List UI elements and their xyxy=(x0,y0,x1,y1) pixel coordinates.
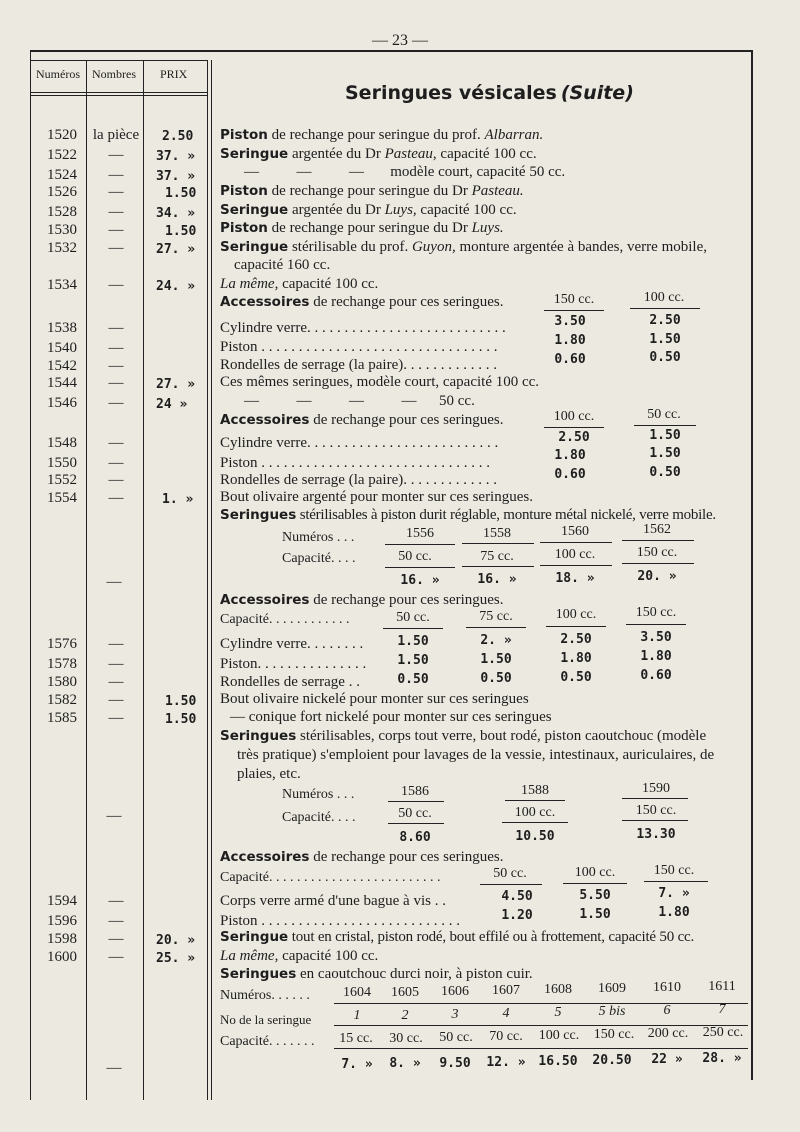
header-rule-1 xyxy=(30,60,207,61)
item-number: 1594 xyxy=(47,893,77,909)
quantity-unit: — xyxy=(108,395,124,411)
item-number: 1546 xyxy=(47,395,77,411)
item-number: 1554 xyxy=(47,490,77,506)
model-price: 22 » xyxy=(651,1052,683,1067)
numeros-label: Numéros . . . xyxy=(282,530,355,545)
column-heading: 100 cc. xyxy=(553,409,595,424)
model-number: 1608 xyxy=(544,982,572,997)
capacite-label: Capacité. . . . xyxy=(282,551,356,566)
accessory-price: 1.50 xyxy=(397,634,429,649)
item-price: 20. » xyxy=(156,933,196,948)
seringue-number: 2 xyxy=(401,1008,409,1023)
accessory-price: 0.50 xyxy=(649,465,681,480)
desc-line: Piston de rechange pour seringue du Dr Pasteau. xyxy=(220,183,524,199)
accessory-label: Piston . . . . . . . . . . . . . . . . . . . . . . . . . . . . . . . . xyxy=(220,339,498,355)
model-price: 16. » xyxy=(400,573,440,588)
item-price: 24. » xyxy=(156,279,196,294)
quantity-unit: — xyxy=(108,455,124,471)
accessory-price: 0.50 xyxy=(480,671,512,686)
header-rule-3 xyxy=(30,95,207,96)
capacity-value: 150 cc. xyxy=(593,1027,635,1042)
model-number: 1604 xyxy=(343,985,371,1000)
desc-line: Piston de rechange pour seringue du prof. Albarran. xyxy=(220,127,544,143)
item-price: 1.50 xyxy=(165,694,197,709)
item-number: 1576 xyxy=(47,636,77,652)
model-number: 1586 xyxy=(401,784,429,799)
accessory-price: 5.50 xyxy=(579,888,611,903)
accessory-label: Piston . . . . . . . . . . . . . . . . . . . . . . . . . . . xyxy=(220,913,461,929)
item-number: 1552 xyxy=(47,472,77,488)
column-rule xyxy=(630,308,700,309)
accessory-price: 0.60 xyxy=(640,668,672,683)
item-number: 1550 xyxy=(47,455,77,471)
item-price: 1.50 xyxy=(165,712,197,727)
frame-right-rule xyxy=(751,50,753,1080)
item-number: 1522 xyxy=(47,147,77,163)
accessories-heading: Accessoires de rechange pour ces seringues. xyxy=(220,849,504,865)
column-heading: 100 cc. xyxy=(643,290,685,305)
header-rule-2 xyxy=(30,92,207,93)
item-price: 37. » xyxy=(156,169,196,184)
capacity-value: 75 cc. xyxy=(479,609,513,624)
accessory-label: Rondelles de serrage . . xyxy=(220,674,360,690)
model-number: 1590 xyxy=(642,781,670,796)
model-price: 9.50 xyxy=(439,1056,471,1071)
column-rule xyxy=(388,801,444,802)
accessory-label: Cylindre verre. . . . . . . . xyxy=(220,636,364,652)
accessories-heading: Accessoires de rechange pour ces seringues. xyxy=(220,294,504,310)
column-rule-3 xyxy=(207,60,208,1100)
section-title xyxy=(345,82,634,104)
accessory-price: 2.50 xyxy=(649,313,681,328)
desc-line: Seringue argentée du Dr Luys, capacité 100 cc. xyxy=(220,202,517,218)
capacity-value: 15 cc. xyxy=(339,1031,373,1046)
desc-line: Seringue argentée du Dr Pasteau, capacité 100 cc. xyxy=(220,146,537,162)
header-nombres: Nombres xyxy=(92,67,136,81)
quantity-unit: — xyxy=(108,931,124,947)
model-number: 1607 xyxy=(492,983,520,998)
desc-line: La même, capacité 100 cc. xyxy=(220,276,379,292)
desc-line: Bout olivaire argenté pour monter sur ces seringues. xyxy=(220,489,533,505)
accessory-label: Cylindre verre. . . . . . . . . . . . . . . . . . . . . . . . . . . xyxy=(220,320,506,336)
desc-line: plaies, etc. xyxy=(237,766,301,782)
desc-line: — — — modèle court, capacité 50 cc. xyxy=(244,164,566,180)
quantity-unit: — xyxy=(106,574,122,590)
accessory-price: 1.50 xyxy=(397,653,429,668)
page-number: — 23 — xyxy=(372,32,428,49)
capacity-value: 100 cc. xyxy=(574,865,616,880)
item-price: 24 » xyxy=(156,397,188,412)
quantity-unit: — xyxy=(108,692,124,708)
seringue-number-label: No de la seringue xyxy=(220,1012,312,1027)
capacity-value: 100 cc. xyxy=(555,607,597,622)
capacity-value: 50 cc. xyxy=(398,549,432,564)
item-number: 1578 xyxy=(47,656,77,672)
quantity-unit: — xyxy=(108,636,124,652)
column-rule xyxy=(622,540,694,541)
accessory-price: 1.80 xyxy=(560,651,592,666)
accessory-price: 1.80 xyxy=(640,649,672,664)
seringue-number: 5 bis xyxy=(598,1004,626,1019)
accessory-price: 7. » xyxy=(658,886,690,901)
accessory-price: 1.50 xyxy=(579,907,611,922)
title-suite: (Suite) xyxy=(560,82,634,104)
item-price: 1.50 xyxy=(165,186,197,201)
quantity-unit: — xyxy=(108,472,124,488)
quantity-unit: — xyxy=(108,710,124,726)
quantity-unit: — xyxy=(108,184,124,200)
column-rule xyxy=(383,628,443,629)
quantity-unit: — xyxy=(108,913,124,929)
column-rule xyxy=(385,544,455,545)
model-number: 1606 xyxy=(441,984,469,999)
model-number: 1588 xyxy=(521,783,549,798)
item-price: 27. » xyxy=(156,377,196,392)
item-price: 2.50 xyxy=(162,129,194,144)
item-number: 1585 xyxy=(47,710,77,726)
quantity-unit: — xyxy=(108,204,124,220)
quantity-unit: la pièce xyxy=(92,127,140,143)
capacite-label: Capacité. . . . . . . . . . . . xyxy=(220,612,350,627)
quantity-unit: — xyxy=(108,147,124,163)
model-price: 18. » xyxy=(555,571,595,586)
item-number: 1596 xyxy=(47,913,77,929)
desc-line: Seringues en caoutchouc durci noir, à piston cuir. xyxy=(220,966,533,982)
column-rule xyxy=(462,566,534,567)
model-price: 20. » xyxy=(637,569,677,584)
desc-line: — conique fort nickelé pour monter sur ces seringues xyxy=(230,709,552,725)
model-price: 8.60 xyxy=(399,830,431,845)
column-rule xyxy=(626,624,686,625)
accessory-price: 2. » xyxy=(480,633,512,648)
item-number: 1534 xyxy=(47,277,77,293)
quantity-unit: — xyxy=(106,808,122,824)
frame-top-rule xyxy=(30,50,752,52)
quantity-unit: — xyxy=(108,375,124,391)
desc-line: capacité 160 cc. xyxy=(234,257,331,273)
desc-line: Seringue stérilisable du prof. Guyon, monture argentée à bandes, verre mobile, xyxy=(220,239,707,255)
capacity-value: 150 cc. xyxy=(636,545,678,560)
quantity-unit: — xyxy=(108,222,124,238)
desc-line: Seringue tout en cristal, piston rodé, bout effilé ou à frottement, capacité 50 cc. xyxy=(220,929,695,945)
item-number: 1526 xyxy=(47,184,77,200)
capacite-label: Capacité. . . . . . . . . . . . . . . . . . . . . . . . . xyxy=(220,870,441,885)
seringue-number: 1 xyxy=(353,1008,361,1023)
column-rule xyxy=(540,542,612,543)
model-price: 12. » xyxy=(486,1055,526,1070)
accessory-price: 1.20 xyxy=(501,908,533,923)
column-rule xyxy=(622,563,694,564)
accessory-price: 0.50 xyxy=(649,350,681,365)
capacity-value: 50 cc. xyxy=(396,610,430,625)
seringue-number: 4 xyxy=(502,1006,510,1021)
accessory-price: 3.50 xyxy=(554,314,586,329)
accessory-price: 0.60 xyxy=(554,352,586,367)
item-number: 1582 xyxy=(47,692,77,708)
accessory-price: 1.50 xyxy=(649,332,681,347)
column-rule xyxy=(385,567,455,568)
quantity-unit: — xyxy=(108,240,124,256)
accessories-heading: Accessoires de rechange pour ces seringues. xyxy=(220,592,504,608)
capacity-value: 50 cc. xyxy=(439,1030,473,1045)
item-price: 1. » xyxy=(162,492,194,507)
desc-line: Seringues stérilisables à piston durit réglable, monture métal nickelé, verre mobile. xyxy=(220,507,716,523)
desc-line: — — — — 50 cc. xyxy=(244,393,475,409)
item-price: 25. » xyxy=(156,951,196,966)
capacity-value: 70 cc. xyxy=(489,1029,523,1044)
item-number: 1542 xyxy=(47,358,77,374)
capacity-value: 75 cc. xyxy=(480,549,514,564)
quantity-unit: — xyxy=(108,277,124,293)
column-rule xyxy=(544,310,604,311)
column-rule xyxy=(634,425,696,426)
column-rule xyxy=(334,1048,748,1049)
quantity-unit: — xyxy=(108,340,124,356)
model-number: 1609 xyxy=(598,981,626,996)
capacity-value: 30 cc. xyxy=(389,1031,423,1046)
capacity-value: 50 cc. xyxy=(398,806,432,821)
quantity-unit: — xyxy=(106,1060,122,1076)
accessory-price: 1.80 xyxy=(658,905,690,920)
item-number: 1600 xyxy=(47,949,77,965)
model-number: 1558 xyxy=(483,526,511,541)
quantity-unit: — xyxy=(108,435,124,451)
desc-line: Piston de rechange pour seringue du Dr Luys. xyxy=(220,220,504,236)
title-text: Seringues vésicales xyxy=(345,82,557,104)
accessory-label: Corps verre armé d'une bague à vis . . xyxy=(220,893,446,909)
column-heading: 50 cc. xyxy=(647,407,681,422)
capacite-label: Capacité. . . . . . . xyxy=(220,1034,315,1049)
accessory-price: 1.80 xyxy=(554,448,586,463)
model-price: 7. » xyxy=(341,1057,373,1072)
column-rule-4 xyxy=(211,60,212,1100)
model-price: 13.30 xyxy=(636,827,676,842)
accessory-price: 4.50 xyxy=(501,889,533,904)
item-number: 1580 xyxy=(47,674,77,690)
numeros-label: Numéros. . . . . . xyxy=(220,988,310,1003)
model-price: 10.50 xyxy=(515,829,555,844)
column-rule xyxy=(622,820,688,821)
header-prix: PRIX xyxy=(160,67,188,81)
numeros-label: Numéros . . . xyxy=(282,787,355,802)
column-rule xyxy=(462,543,534,544)
accessory-label: Rondelles de serrage (la paire). . . . . . . . . . . . . xyxy=(220,357,497,373)
capacity-value: 100 cc. xyxy=(554,547,596,562)
capacite-label: Capacité. . . . xyxy=(282,810,356,825)
item-price: 34. » xyxy=(156,206,196,221)
desc-line: La même, capacité 100 cc. xyxy=(220,948,379,964)
column-rule xyxy=(505,800,565,801)
accessory-price: 0.60 xyxy=(554,467,586,482)
frame-left-rule xyxy=(30,50,31,1100)
column-heading: 150 cc. xyxy=(553,292,595,307)
item-number: 1528 xyxy=(47,204,77,220)
column-rule xyxy=(502,822,568,823)
model-number: 1605 xyxy=(391,985,419,1000)
model-number: 1610 xyxy=(653,980,681,995)
model-number: 1611 xyxy=(708,979,736,994)
seringue-number: 5 xyxy=(554,1005,562,1020)
model-number: 1560 xyxy=(561,524,589,539)
capacity-value: 50 cc. xyxy=(493,866,527,881)
column-rule xyxy=(563,883,627,884)
accessory-price: 1.50 xyxy=(480,652,512,667)
item-number: 1520 xyxy=(47,127,77,143)
item-price: 37. » xyxy=(156,149,196,164)
desc-line: Bout olivaire nickelé pour monter sur ces seringues xyxy=(220,691,529,707)
seringue-number: 3 xyxy=(451,1007,459,1022)
accessory-price: 1.50 xyxy=(649,446,681,461)
capacity-value: 150 cc. xyxy=(635,803,677,818)
model-price: 20.50 xyxy=(592,1053,632,1068)
accessory-label: Cylindre verre. . . . . . . . . . . . . . . . . . . . . . . . . . xyxy=(220,435,499,451)
capacity-value: 150 cc. xyxy=(653,863,695,878)
accessory-price: 2.50 xyxy=(558,430,590,445)
item-price: 27. » xyxy=(156,242,196,257)
accessory-price: 0.50 xyxy=(560,670,592,685)
quantity-unit: — xyxy=(108,490,124,506)
item-number: 1548 xyxy=(47,435,77,451)
accessory-price: 3.50 xyxy=(640,630,672,645)
column-rule xyxy=(544,427,604,428)
seringue-number: 6 xyxy=(663,1003,671,1018)
model-price: 8. » xyxy=(389,1056,421,1071)
accessories-heading: Accessoires de rechange pour ces seringues. xyxy=(220,412,504,428)
item-number: 1524 xyxy=(47,167,77,183)
quantity-unit: — xyxy=(108,949,124,965)
item-number: 1540 xyxy=(47,340,77,356)
desc-line: Ces mêmes seringues, modèle court, capacité 100 cc. xyxy=(220,374,540,390)
model-number: 1556 xyxy=(406,526,434,541)
capacity-value: 150 cc. xyxy=(635,605,677,620)
quantity-unit: — xyxy=(108,674,124,690)
item-number: 1532 xyxy=(47,240,77,256)
column-rule xyxy=(466,627,526,628)
desc-line: très pratique) s'emploient pour lavages de la vessie, intestinaux, auriculaires, de xyxy=(237,747,715,763)
model-number: 1562 xyxy=(643,522,671,537)
item-number: 1538 xyxy=(47,320,77,336)
model-price: 16. » xyxy=(477,572,517,587)
item-price: 1.50 xyxy=(165,224,197,239)
quantity-unit: — xyxy=(108,358,124,374)
item-number: 1544 xyxy=(47,375,77,391)
model-price: 28. » xyxy=(702,1051,742,1066)
seringue-number: 7 xyxy=(718,1002,726,1017)
column-rule xyxy=(540,565,612,566)
item-number: 1598 xyxy=(47,931,77,947)
capacity-value: 250 cc. xyxy=(702,1025,744,1040)
quantity-unit: — xyxy=(108,893,124,909)
accessory-label: Rondelles de serrage (la paire). . . . . . . . . . . . . xyxy=(220,472,497,488)
model-price: 16.50 xyxy=(538,1054,578,1069)
capacity-value: 100 cc. xyxy=(514,805,556,820)
header-numeros: Numéros xyxy=(36,67,80,81)
quantity-unit: — xyxy=(108,320,124,336)
column-rule xyxy=(622,798,688,799)
accessory-label: Piston. . . . . . . . . . . . . . . xyxy=(220,656,367,672)
accessory-price: 0.50 xyxy=(397,672,429,687)
accessory-price: 1.80 xyxy=(554,333,586,348)
desc-line: Seringues stérilisables, corps tout verre, bout rodé, piston caoutchouc (modèle xyxy=(220,728,707,744)
capacity-value: 100 cc. xyxy=(538,1028,580,1043)
accessory-label: Piston . . . . . . . . . . . . . . . . . . . . . . . . . . . . . . . xyxy=(220,455,491,471)
item-number: 1530 xyxy=(47,222,77,238)
capacity-value: 200 cc. xyxy=(647,1026,689,1041)
column-rule xyxy=(480,884,542,885)
accessory-price: 1.50 xyxy=(649,428,681,443)
column-rule xyxy=(644,881,708,882)
quantity-unit: — xyxy=(108,656,124,672)
column-rule xyxy=(388,823,444,824)
column-rule xyxy=(546,626,606,627)
quantity-unit: — xyxy=(108,167,124,183)
accessory-price: 2.50 xyxy=(560,632,592,647)
